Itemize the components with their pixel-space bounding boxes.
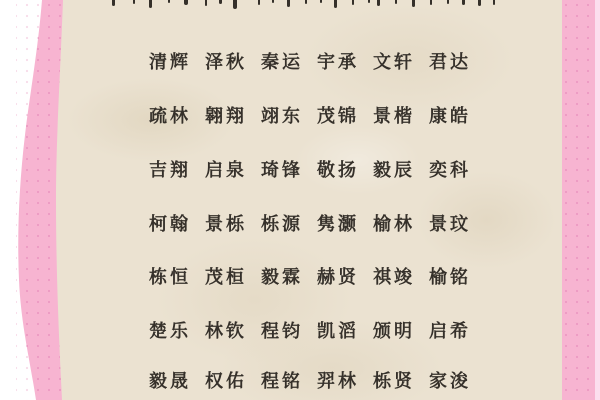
- name-item: 颁明: [373, 321, 415, 341]
- title-stroke-fragment: [219, 0, 222, 4]
- name-item: 毅辰: [373, 160, 415, 180]
- title-stroke-fragment: [334, 0, 337, 8]
- name-item: 启泉: [205, 160, 247, 180]
- name-item: 吉翔: [149, 160, 191, 180]
- name-item: 秦运: [261, 52, 303, 72]
- title-stroke-fragment: [287, 0, 290, 7]
- name-item: 程钧: [261, 321, 303, 341]
- name-item: 泽秋: [205, 52, 247, 72]
- name-row: [70, 51, 550, 73]
- name-item: 榆铭: [429, 267, 471, 287]
- name-item: 宇承: [317, 52, 359, 72]
- name-item: 文轩: [373, 52, 415, 72]
- title-stroke-fragment: [395, 0, 397, 4]
- title-stroke-fragment: [205, 0, 207, 6]
- title-stroke-fragment: [258, 0, 260, 5]
- name-item: 景栎: [205, 214, 247, 234]
- title-stroke-fragment: [320, 0, 322, 3]
- name-item: 赫贤: [317, 267, 359, 287]
- name-item: 翱翔: [205, 106, 247, 126]
- name-item: 琦锋: [261, 160, 303, 180]
- name-item: 景玟: [429, 214, 471, 234]
- name-item: 羿林: [317, 371, 359, 391]
- name-item: 家浚: [429, 371, 471, 391]
- name-item: 榆林: [373, 214, 415, 234]
- name-row: [70, 213, 550, 235]
- name-row: [70, 105, 550, 127]
- name-item: 栋恒: [149, 267, 191, 287]
- title-stroke-fragment: [493, 0, 495, 5]
- name-row: [70, 266, 550, 288]
- name-item: 敬扬: [317, 160, 359, 180]
- name-item: 楚乐: [149, 321, 191, 341]
- name-item: 隽灏: [317, 214, 359, 234]
- title-stroke-fragment: [272, 0, 274, 3]
- title-stroke-fragment: [168, 0, 170, 3]
- title-stroke-fragment: [112, 0, 115, 6]
- title-stroke-fragment: [305, 0, 307, 4]
- name-item: 栎源: [261, 214, 303, 234]
- name-item: 茂锦: [317, 106, 359, 126]
- name-item: 栎贤: [373, 371, 415, 391]
- title-stroke-fragment: [377, 0, 380, 6]
- title-stroke-fragment: [447, 0, 449, 4]
- name-row: [70, 370, 550, 392]
- name-item: 启希: [429, 321, 471, 341]
- name-row: [70, 159, 550, 181]
- name-item: 林钦: [205, 321, 247, 341]
- title-stroke-fragment: [149, 0, 152, 8]
- name-item: 清辉: [149, 52, 191, 72]
- name-item: 祺竣: [373, 267, 415, 287]
- title-stroke-fragment: [184, 0, 188, 5]
- title-stroke-fragment: [430, 0, 432, 5]
- title-stroke-fragment: [368, 0, 370, 3]
- name-item: 奕科: [429, 160, 471, 180]
- name-item: 茂桓: [205, 267, 247, 287]
- title-stroke-fragment: [233, 0, 237, 9]
- title-stroke-fragment: [462, 0, 465, 5]
- name-item: 康皓: [429, 106, 471, 126]
- name-item: 景楷: [373, 106, 415, 126]
- name-item: 程铭: [261, 371, 303, 391]
- title-stroke-fragment: [478, 0, 481, 6]
- title-stroke-fragment: [412, 0, 415, 7]
- clipped-title-strokes: [0, 0, 600, 12]
- name-item: 毅霖: [261, 267, 303, 287]
- name-item: 柯翰: [149, 214, 191, 234]
- name-item: 翊东: [261, 106, 303, 126]
- title-stroke-fragment: [133, 0, 135, 4]
- name-item: 疏林: [149, 106, 191, 126]
- name-item: 毅晟: [149, 371, 191, 391]
- title-stroke-fragment: [352, 0, 354, 5]
- name-row: [70, 320, 550, 342]
- name-item: 凯滔: [317, 321, 359, 341]
- name-item: 君达: [429, 52, 471, 72]
- name-item: 权佑: [205, 371, 247, 391]
